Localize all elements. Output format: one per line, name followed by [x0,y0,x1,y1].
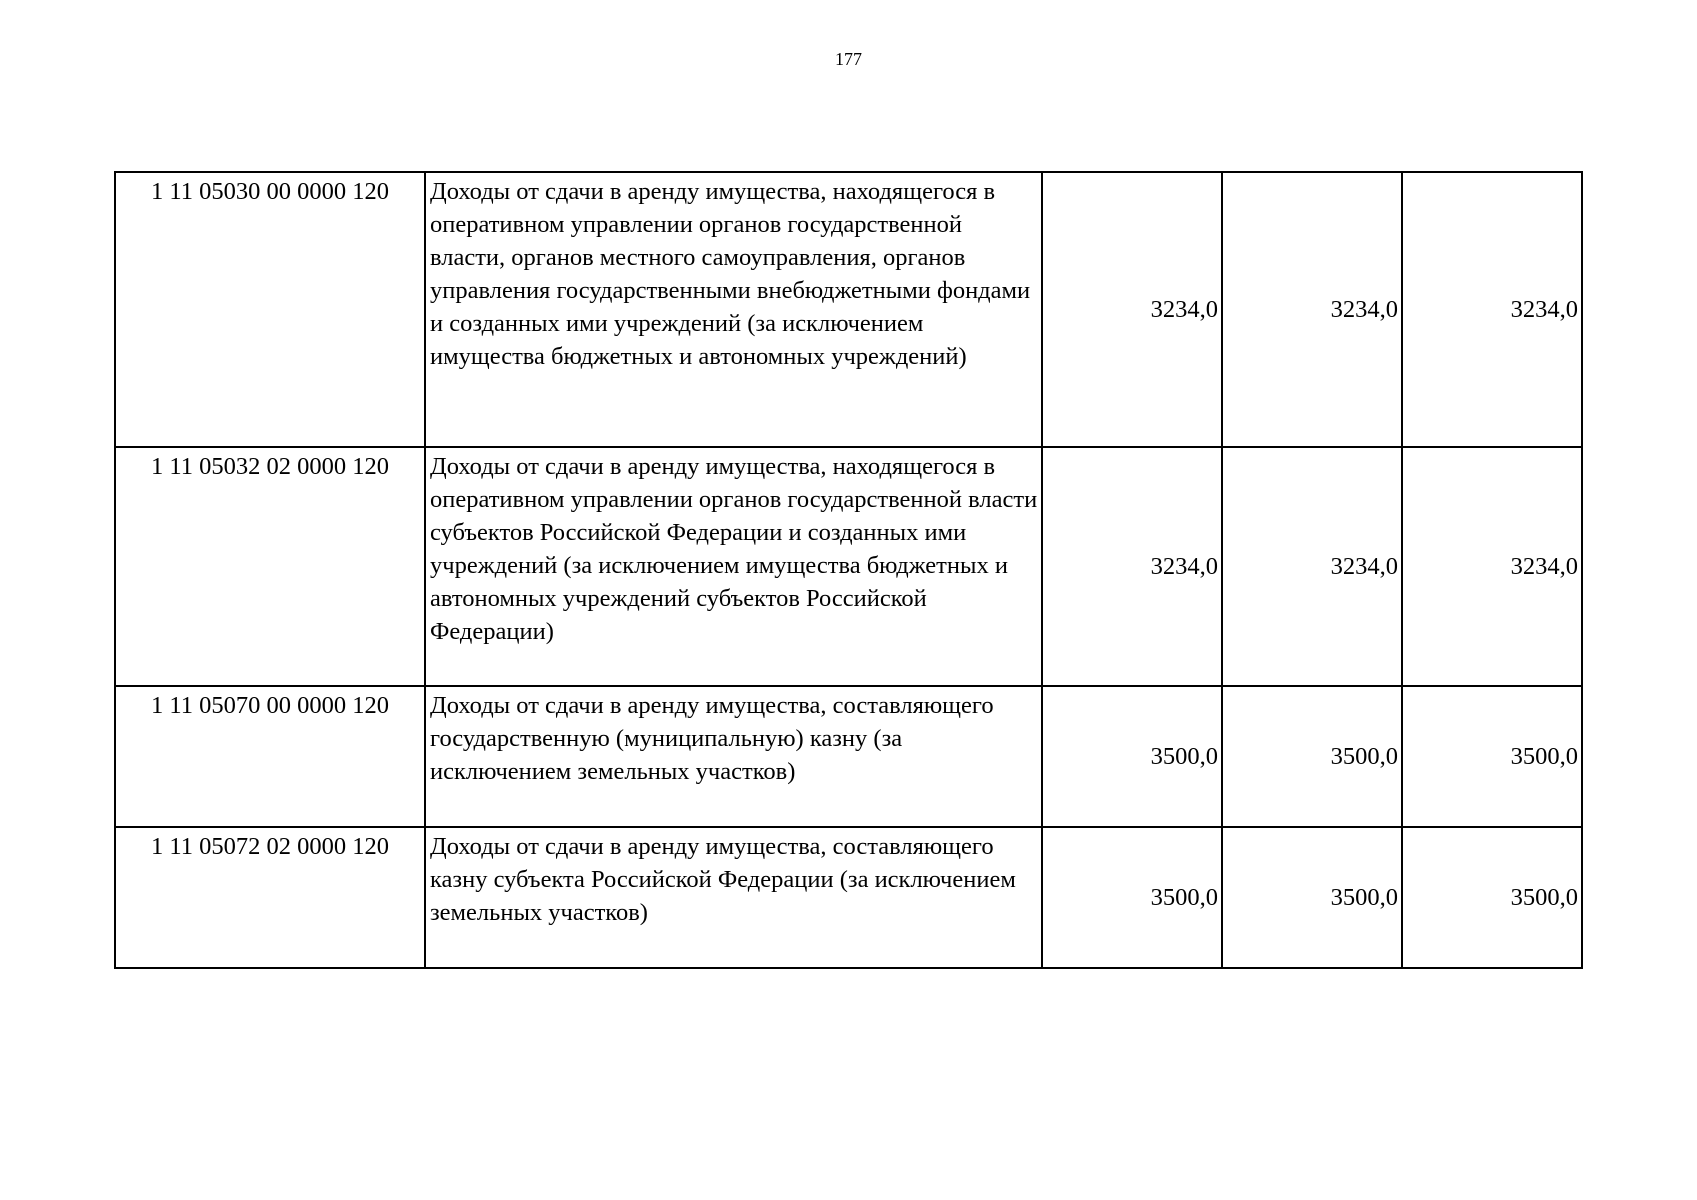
amount-cell-year-3: 3234,0 [1402,447,1582,686]
amount-cell-year-2: 3234,0 [1222,447,1402,686]
amount-cell-year-2: 3234,0 [1222,172,1402,447]
amount-cell-year-3: 3234,0 [1402,172,1582,447]
amount-cell-year-1: 3500,0 [1042,686,1222,827]
revenue-code-cell: 1 11 05032 02 0000 120 [115,447,425,686]
revenue-code-cell: 1 11 05070 00 0000 120 [115,686,425,827]
amount-cell-year-2: 3500,0 [1222,827,1402,968]
revenue-code-cell: 1 11 05030 00 0000 120 [115,172,425,447]
amount-cell-year-1: 3500,0 [1042,827,1222,968]
table-row [115,827,1582,968]
page-number: 177 [835,49,862,69]
table-row [115,172,1582,447]
table-row [115,686,1582,827]
revenue-description-cell: Доходы от сдачи в аренду имущества, находящегося в оперативном управлении органов государственной власти, органов местного самоуправления, органов управления государственными внебюджетными фондами и созданных ими учреждений (за исключением имущества бюджетных и автономных учреждений) [425,172,1042,447]
amount-cell-year-2: 3500,0 [1222,686,1402,827]
revenue-code-cell: 1 11 05072 02 0000 120 [115,827,425,968]
revenue-description-cell: Доходы от сдачи в аренду имущества, составляющего казну субъекта Российской Федерации (за исключением земельных участков) [425,827,1042,968]
revenue-description-cell: Доходы от сдачи в аренду имущества, составляющего государственную (муниципальную) казну (за исключением земельных участков) [425,686,1042,827]
amount-cell-year-1: 3234,0 [1042,447,1222,686]
amount-cell-year-3: 3500,0 [1402,827,1582,968]
revenue-description-cell: Доходы от сдачи в аренду имущества, находящегося в оперативном управлении органов государственной власти субъектов Российской Федерации и созданных ими учреждений (за исключением имущества бюджетных и автономных учреждений субъектов Российской Федерации) [425,447,1042,686]
budget-revenue-table [114,171,1583,969]
amount-cell-year-1: 3234,0 [1042,172,1222,447]
amount-cell-year-3: 3500,0 [1402,686,1582,827]
table-row [115,447,1582,686]
